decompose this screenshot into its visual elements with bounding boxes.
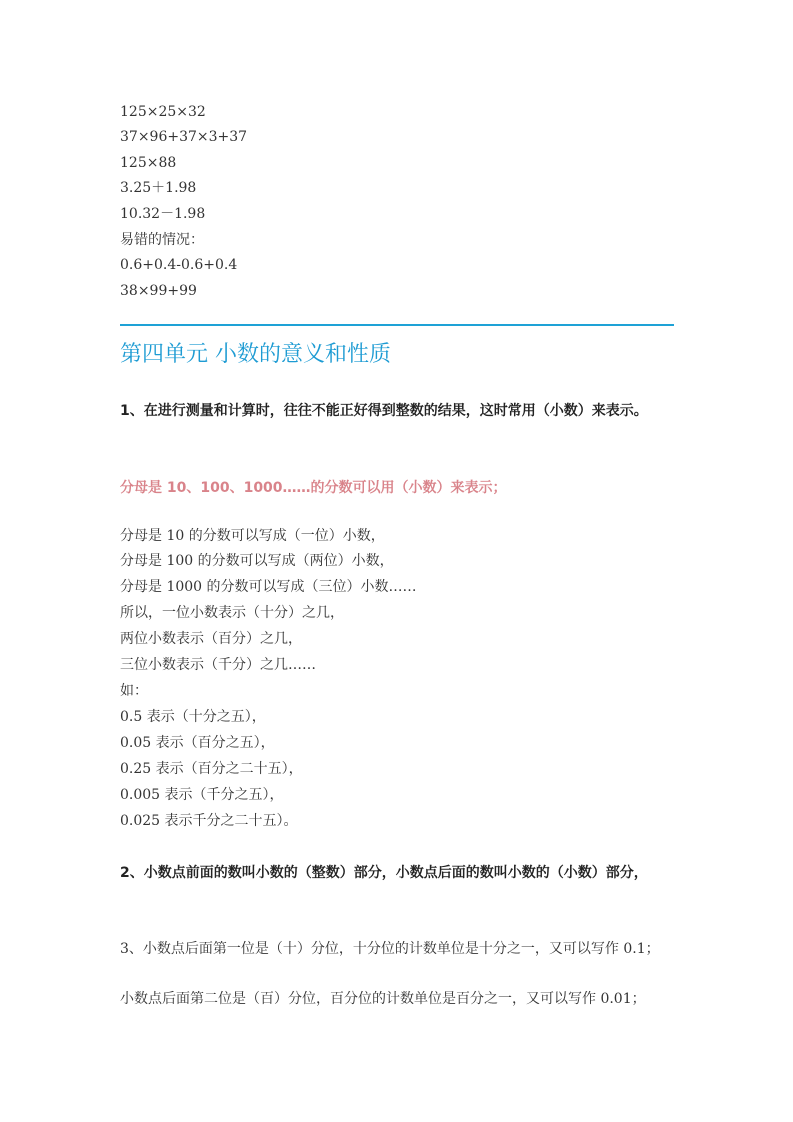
point-1-highlight: 分母是 10、100、1000……的分数可以用（小数）来表示； — [120, 480, 507, 496]
point-1-line: 三位小数表示（千分）之几…… — [120, 657, 316, 673]
expression-line: 37×96+37×3+37 — [120, 129, 248, 145]
expression-note: 易错的情况： — [120, 232, 204, 248]
point-1-example: 0.05 表示（百分之五）， — [120, 735, 275, 751]
point-1-example: 0.25 表示（百分之二十五）， — [120, 761, 303, 777]
point-1-example: 0.025 表示千分之二十五）。 — [120, 813, 298, 829]
point-1-example: 0.005 表示（千分之五）， — [120, 787, 284, 803]
point-1-line: 两位小数表示（百分）之几， — [120, 631, 302, 647]
point-1-heading: 1、在进行测量和计算时，往往不能正好得到整数的结果，这时常用（小数）来表示。 — [120, 403, 648, 419]
point-1-line: 分母是 100 的分数可以写成（两位）小数， — [120, 553, 394, 569]
expression-line: 125×88 — [120, 155, 177, 171]
point-3-line-2: 小数点后面第二位是（百）分位，百分位的计数单位是百分之一，又可以写作 0.01； — [120, 991, 646, 1007]
point-2-heading: 2、小数点前面的数叫小数的（整数）部分，小数点后面的数叫小数的（小数）部分， — [120, 865, 648, 881]
point-3-line-1: 3、小数点后面第一位是（十）分位，十分位的计数单位是十分之一，又可以写作 0.1； — [120, 941, 660, 957]
expression-line: 0.6+0.4-0.6+0.4 — [120, 257, 238, 273]
point-1-example: 0.5 表示（十分之五）， — [120, 709, 266, 725]
point-1-line: 分母是 10 的分数可以写成（一位）小数， — [120, 528, 385, 544]
unit-title: 第四单元 小数的意义和性质 — [120, 342, 391, 367]
point-1-line: 所以，一位小数表示（十分）之几， — [120, 605, 344, 621]
expression-line: 125×25×32 — [120, 104, 206, 120]
point-1-line: 如： — [120, 683, 148, 699]
section-divider — [120, 324, 674, 326]
point-1-line: 分母是 1000 的分数可以写成（三位）小数…… — [120, 579, 417, 595]
expression-line: 10.32－1.98 — [120, 206, 206, 222]
expression-line: 3.25＋1.98 — [120, 180, 197, 196]
expression-line: 38×99+99 — [120, 283, 197, 299]
